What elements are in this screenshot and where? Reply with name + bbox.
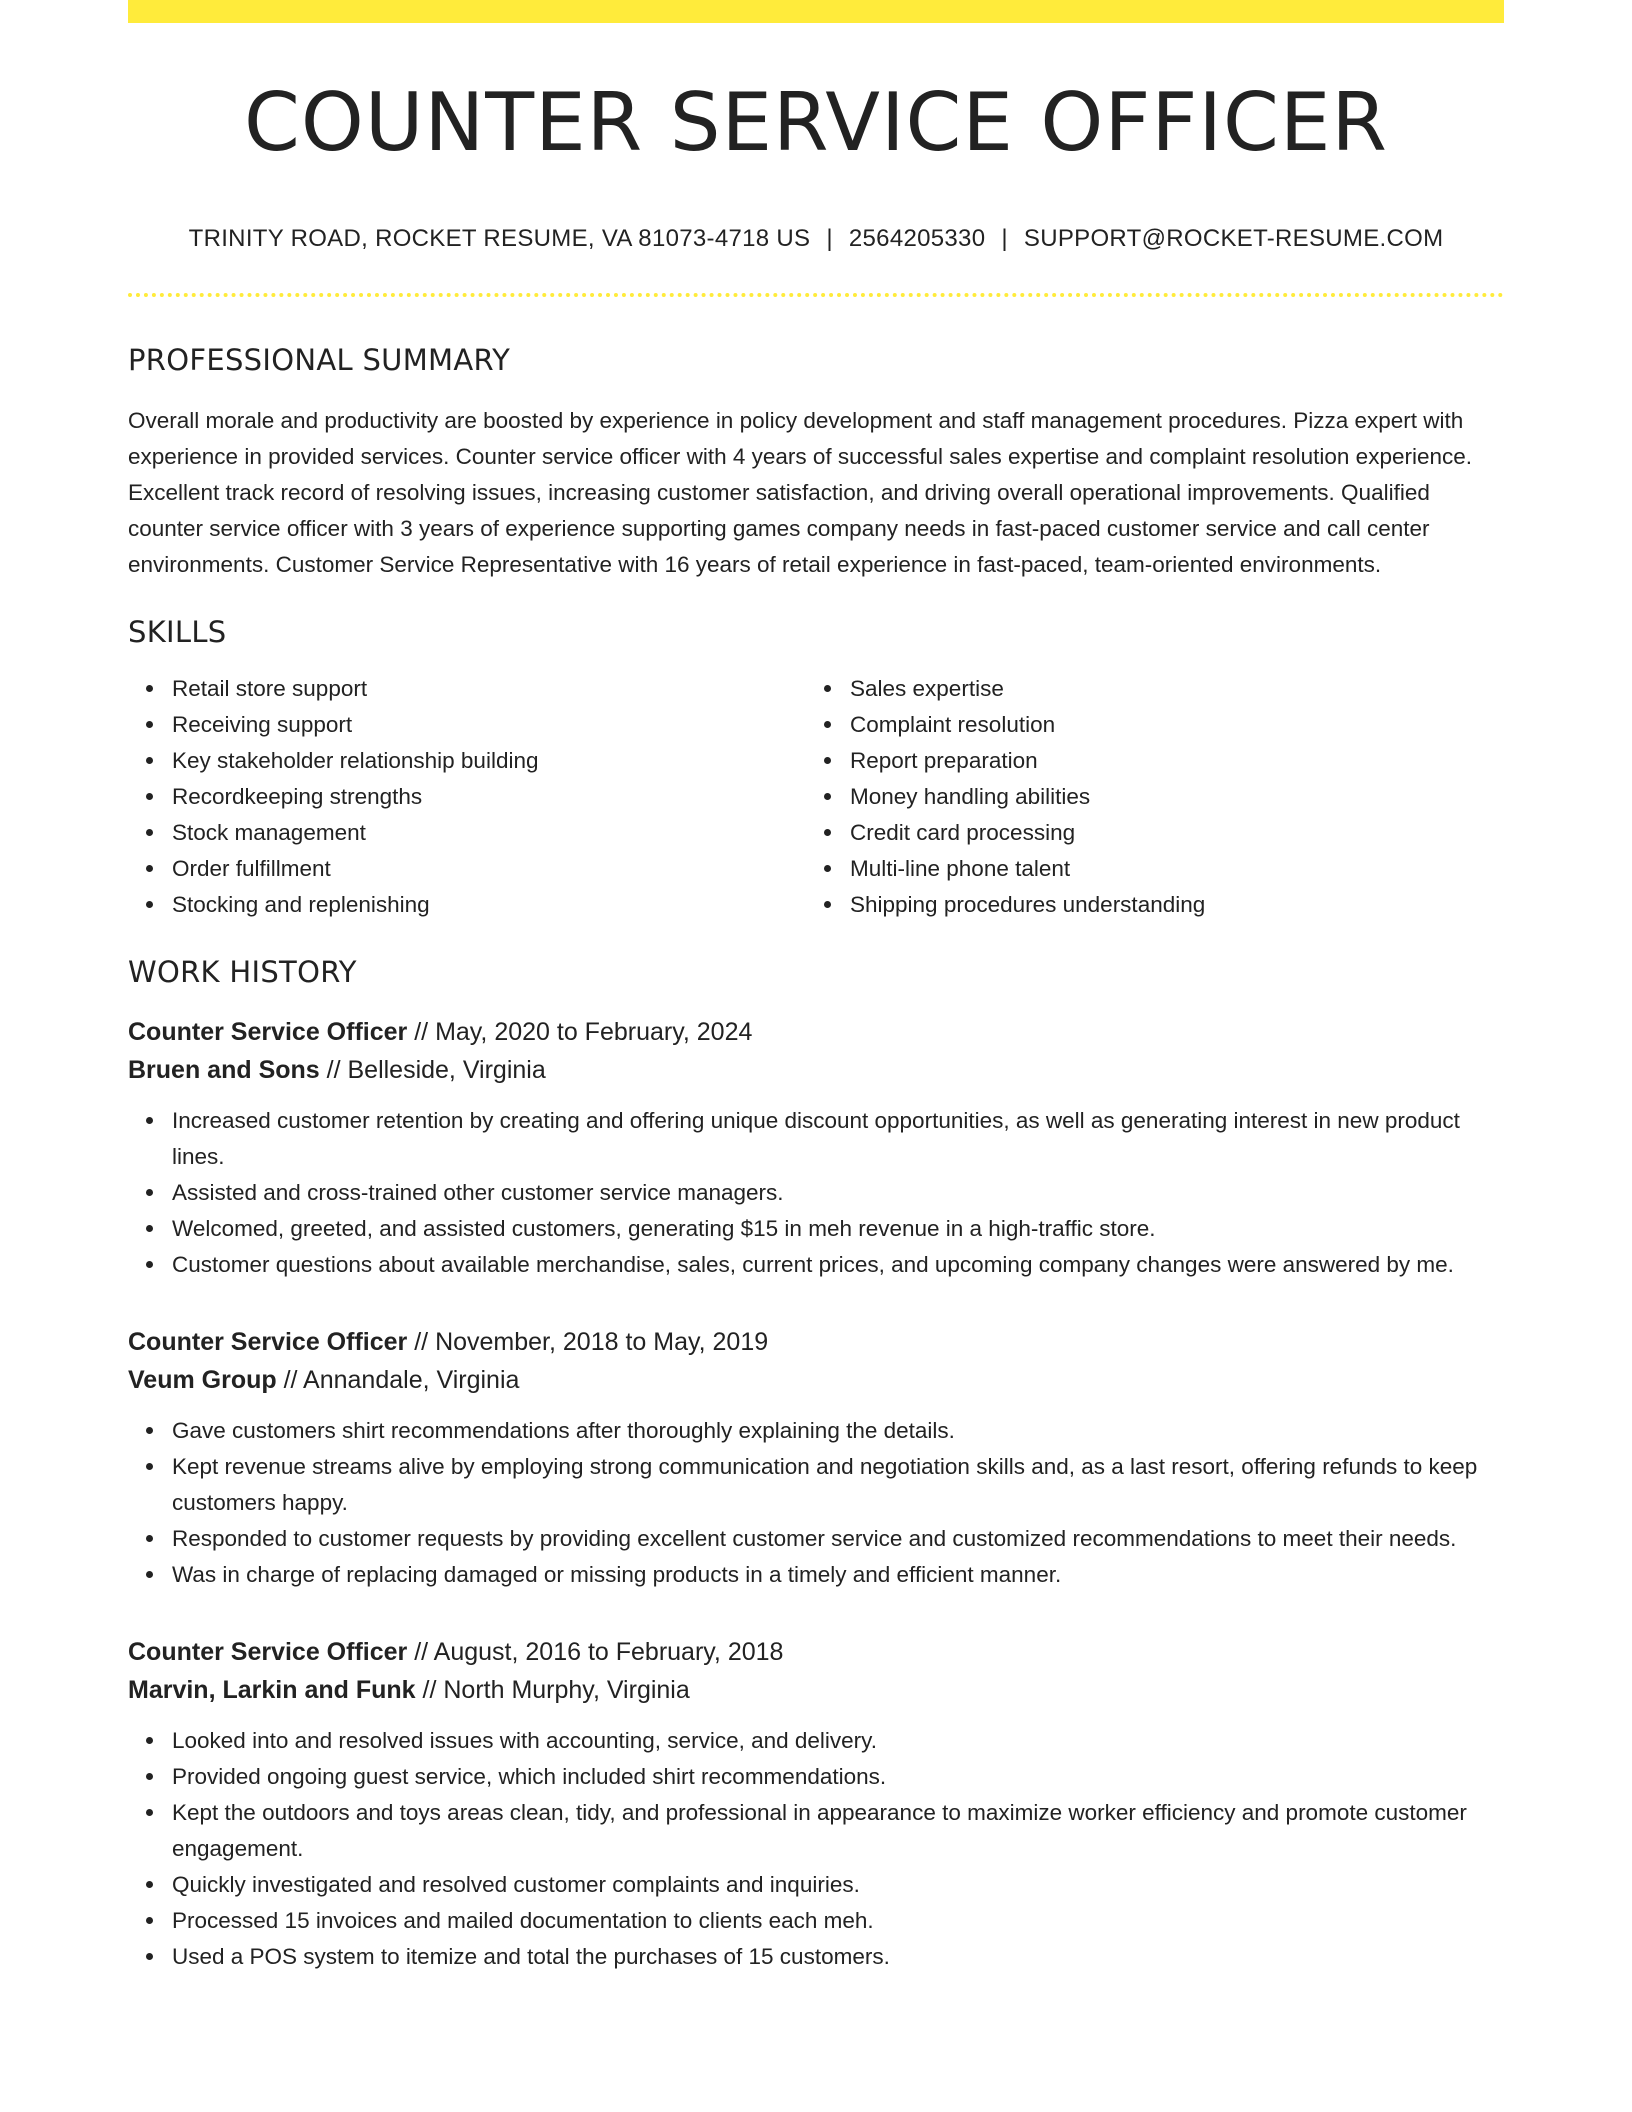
skills-list-right — [806, 671, 1484, 923]
job-company-line — [128, 1361, 1504, 1399]
job-role-line — [128, 1633, 1504, 1671]
job-entry — [128, 1013, 1504, 1283]
resume-title: COUNTER SERVICE OFFICER — [244, 76, 1388, 169]
job-dates: August, 2016 to February, 2018 — [433, 1638, 784, 1666]
contact-email: SUPPORT@ROCKET-RESUME.COM — [1023, 225, 1444, 252]
skill-item: Multi-line phone talent — [850, 851, 1484, 887]
skills-heading: SKILLS — [128, 615, 227, 649]
skill-item: Complaint resolution — [850, 707, 1484, 743]
job-role-line — [128, 1013, 1504, 1051]
duty-item: Used a POS system to itemize and total the purchases of 15 customers. — [172, 1939, 1504, 1975]
skill-item: Order fulfillment — [172, 851, 806, 887]
job-role: Counter Service Officer — [128, 1018, 408, 1046]
contact-address: TRINITY ROAD, ROCKET RESUME, VA 81073-4718 US — [188, 225, 811, 252]
duty-item: Customer questions about available merchandise, sales, current prices, and upcoming company changes were answered by me. — [172, 1247, 1504, 1283]
duty-item: Increased customer retention by creating and offering unique discount opportunities, as well as generating interest in new product lines. — [172, 1103, 1504, 1175]
duty-item: Kept the outdoors and toys areas clean, tidy, and professional in appearance to maximize worker efficiency and promote customer engagement. — [172, 1795, 1504, 1867]
contact-phone: 2564205330 — [848, 225, 986, 252]
job-role-line — [128, 1323, 1504, 1361]
duty-item: Gave customers shirt recommendations after thoroughly explaining the details. — [172, 1413, 1504, 1449]
work-history-list — [128, 1013, 1504, 1975]
resume-page — [128, 0, 1504, 1975]
skill-item: Shipping procedures understanding — [850, 887, 1484, 923]
skill-item: Stock management — [172, 815, 806, 851]
job-duties-list — [128, 1103, 1504, 1283]
duty-item: Processed 15 invoices and mailed documentation to clients each meh. — [172, 1903, 1504, 1939]
summary-text: Overall morale and productivity are boosted by experience in policy development and staff management procedures. Pizza expert with experience in provided services. Counter service officer with 4 years of successful sales expertise and complaint resolution experience. Excellent track record of resolving issues, increasing customer satisfaction, and driving overall operational improvements. Qualified counter service officer with 3 years of experience supporting games company needs in fast-paced customer service and call center environments. Customer Service Representative with 16 years of retail experience in fast-paced, team-oriented environments. — [128, 408, 1473, 577]
duty-item: Welcomed, greeted, and assisted customers, generating $15 in meh revenue in a high-traffic store. — [172, 1211, 1504, 1247]
job-company: Marvin, Larkin and Funk — [128, 1676, 416, 1704]
top-accent-bar — [128, 0, 1504, 23]
skill-item: Receiving support — [172, 707, 806, 743]
job-company-line — [128, 1671, 1504, 1709]
duty-item: Provided ongoing guest service, which included shirt recommendations. — [172, 1759, 1504, 1795]
summary-heading: PROFESSIONAL SUMMARY — [128, 343, 511, 377]
job-dates: November, 2018 to May, 2019 — [435, 1328, 769, 1356]
job-company-line — [128, 1051, 1504, 1089]
job-role: Counter Service Officer — [128, 1328, 408, 1356]
job-duties-list — [128, 1413, 1504, 1593]
job-entry — [128, 1633, 1504, 1975]
skill-item: Key stakeholder relationship building — [172, 743, 806, 779]
job-company: Bruen and Sons — [128, 1056, 320, 1084]
skill-item: Recordkeeping strengths — [172, 779, 806, 815]
skill-item: Stocking and replenishing — [172, 887, 806, 923]
skill-item: Report preparation — [850, 743, 1484, 779]
contact-separator: | — [826, 225, 833, 252]
dotted-divider — [128, 293, 1504, 297]
contact-separator: | — [1001, 225, 1008, 252]
job-location: Belleside, Virginia — [347, 1056, 546, 1084]
job-company: Veum Group — [128, 1366, 277, 1394]
duty-item: Was in charge of replacing damaged or missing products in a timely and efficient manner. — [172, 1557, 1504, 1593]
skill-item: Sales expertise — [850, 671, 1484, 707]
skills-list-left — [128, 671, 806, 923]
duty-item: Looked into and resolved issues with accounting, service, and delivery. — [172, 1723, 1504, 1759]
job-entry — [128, 1323, 1504, 1593]
job-location: North Murphy, Virginia — [443, 1676, 690, 1704]
job-separator: // — [319, 1056, 348, 1084]
job-location: Annandale, Virginia — [303, 1366, 520, 1394]
duty-item: Responded to customer requests by providing excellent customer service and customized recommendations to meet their needs. — [172, 1521, 1504, 1557]
contact-line — [128, 225, 1504, 253]
job-separator: // — [415, 1676, 444, 1704]
skill-item: Money handling abilities — [850, 779, 1484, 815]
duty-item: Kept revenue streams alive by employing strong communication and negotiation skills and, as a last resort, offering refunds to keep customers happy. — [172, 1449, 1504, 1521]
job-separator: // — [407, 1018, 436, 1046]
duty-item: Quickly investigated and resolved customer complaints and inquiries. — [172, 1867, 1504, 1903]
job-role: Counter Service Officer — [128, 1638, 408, 1666]
job-duties-list — [128, 1723, 1504, 1975]
job-dates: May, 2020 to February, 2024 — [435, 1018, 753, 1046]
job-separator: // — [407, 1328, 436, 1356]
job-separator: // — [276, 1366, 304, 1394]
skills-columns — [128, 671, 1504, 923]
duty-item: Assisted and cross-trained other customer service managers. — [172, 1175, 1504, 1211]
job-separator: // — [407, 1638, 434, 1666]
skill-item: Credit card processing — [850, 815, 1484, 851]
work-history-heading: WORK HISTORY — [128, 955, 357, 989]
skill-item: Retail store support — [172, 671, 806, 707]
